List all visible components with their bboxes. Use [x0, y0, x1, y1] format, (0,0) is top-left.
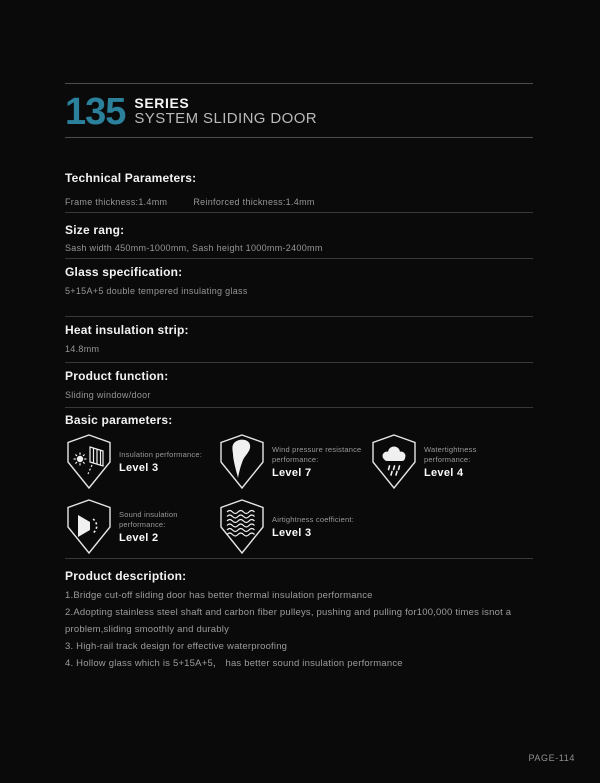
description-item: 1.Bridge cut-off sliding door has better thermal insulation performance	[65, 590, 373, 601]
description-item: 4. Hollow glass which is 5+15A+5， has better sound insulation performance	[65, 658, 403, 669]
description-item: 3. High-rail track design for effective waterproofing	[65, 641, 288, 652]
divider	[65, 407, 533, 408]
parameter-text-block	[272, 515, 354, 540]
header-top-line	[65, 83, 533, 84]
parameter-label: Insulation performance:	[119, 449, 202, 459]
sound-insulation-icon	[65, 499, 113, 555]
section-title-glass-specification: Glass specification:	[65, 265, 183, 279]
divider	[65, 316, 533, 317]
series-subtitle: SYSTEM SLIDING DOOR	[134, 109, 318, 127]
section-values-technical-parameters	[65, 197, 533, 208]
page-number: PAGE-114	[528, 753, 575, 763]
insulation-icon	[65, 434, 113, 490]
basic-parameter-airtightness	[218, 499, 370, 555]
divider	[65, 212, 533, 213]
reinforced-thickness-value: Reinforced thickness:1.4mm	[193, 197, 315, 207]
parameter-text-block	[119, 510, 211, 545]
series-label: SERIES	[134, 94, 190, 111]
content-column	[65, 0, 533, 672]
parameter-label: Sound insulation performance:	[119, 509, 178, 529]
section-title-size-range: Size rang:	[65, 223, 125, 237]
size-range-value: Sash width 450mm-1000mm, Sash height 1000mm-2400mm	[65, 243, 323, 253]
basic-parameter-sound-insulation	[65, 499, 218, 555]
basic-parameters-title: Basic parameters:	[65, 413, 173, 427]
parameter-text-block	[119, 450, 202, 475]
parameter-level: Level 4	[424, 467, 464, 480]
parameter-level: Level 3	[119, 462, 159, 475]
wind-pressure-icon	[218, 434, 266, 490]
series-header	[65, 89, 533, 134]
divider	[65, 558, 533, 559]
heat-insulation-strip-value: 14.8mm	[65, 344, 100, 354]
parameter-level: Level 7	[272, 467, 312, 480]
product-description-title: Product description:	[65, 569, 187, 583]
basic-parameter-watertightness	[370, 434, 533, 490]
series-number: 135	[65, 90, 126, 133]
parameter-label: Watertightness performance:	[424, 444, 477, 464]
frame-thickness-value: Frame thickness:1.4mm	[65, 197, 168, 207]
series-title-block	[134, 96, 317, 127]
glass-specification-value: 5+15A+5 double tempered insulating glass	[65, 286, 248, 296]
parameter-text-block	[272, 445, 364, 480]
parameter-level: Level 3	[272, 527, 312, 540]
section-title-heat-insulation-strip: Heat insulation strip:	[65, 323, 189, 337]
parameter-text-block	[424, 445, 516, 480]
section-title-technical-parameters: Technical Parameters:	[65, 171, 197, 185]
parameter-label: Airtightness coefficient:	[272, 514, 354, 524]
airtightness-icon	[218, 499, 266, 555]
divider	[65, 258, 533, 259]
parameter-label: Wind pressure resistance performance:	[272, 444, 362, 464]
basic-parameter-wind-pressure	[218, 434, 370, 490]
divider	[65, 362, 533, 363]
product-function-value: Sliding window/door	[65, 390, 151, 400]
basic-parameter-insulation	[65, 434, 218, 490]
header-bottom-line	[65, 137, 533, 138]
watertightness-icon	[370, 434, 418, 490]
parameter-level: Level 2	[119, 532, 159, 545]
product-description-list	[65, 587, 533, 672]
basic-parameters-grid	[65, 433, 533, 556]
description-item: 2.Adopting stainless steel shaft and carbon fiber pulleys, pushing and pulling for100,000 times isnot a problem,sliding smoothly and durably	[65, 607, 512, 635]
section-title-product-function: Product function:	[65, 369, 169, 383]
